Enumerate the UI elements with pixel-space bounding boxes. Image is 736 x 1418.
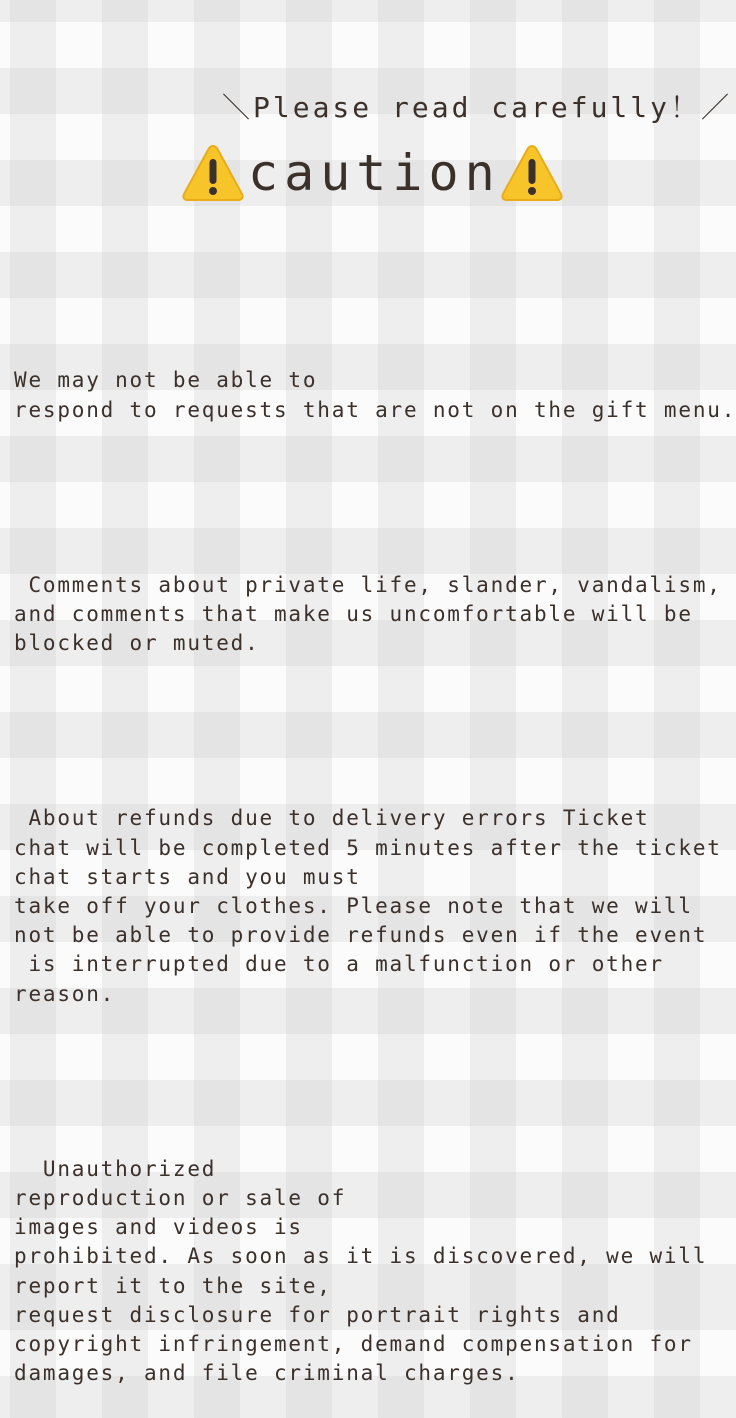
notice-body	[14, 308, 736, 1418]
notice-paragraph-gift-menu: We may not be able to respond to requests that are not on the gift menu.	[14, 368, 736, 422]
paragraph-spacer	[14, 717, 730, 746]
notice-paragraph-comments: Comments about private life, slander, vandalism, and comments that make us uncomfortable will be blocked or muted.	[14, 572, 722, 656]
header-subtitle: ＼Please read carefully！／	[222, 91, 733, 124]
paragraph-spacer	[14, 1067, 730, 1096]
paragraph-spacer	[14, 483, 730, 512]
warning-triangle-icon	[499, 142, 565, 204]
caution-title-row	[180, 140, 565, 206]
caution-title: caution	[248, 144, 501, 202]
notice-paragraph-reproduction: Unauthorized reproduction or sale of images and videos is prohibited. As soon as it is discovered, we will report it to the site, request disclosure for portrait rights and copyright infringement, demand compensation for damages, and file criminal charges.	[14, 1156, 708, 1386]
warning-triangle-icon	[180, 142, 246, 204]
notice-paragraph-refunds: About refunds due to delivery errors Ticket chat will be completed 5 minutes after the ticket chat starts and you must take off your clothes. Please note that we will not be able to provide refunds even if the event is interrupted due to a malfunction or other reason.	[14, 806, 722, 1006]
